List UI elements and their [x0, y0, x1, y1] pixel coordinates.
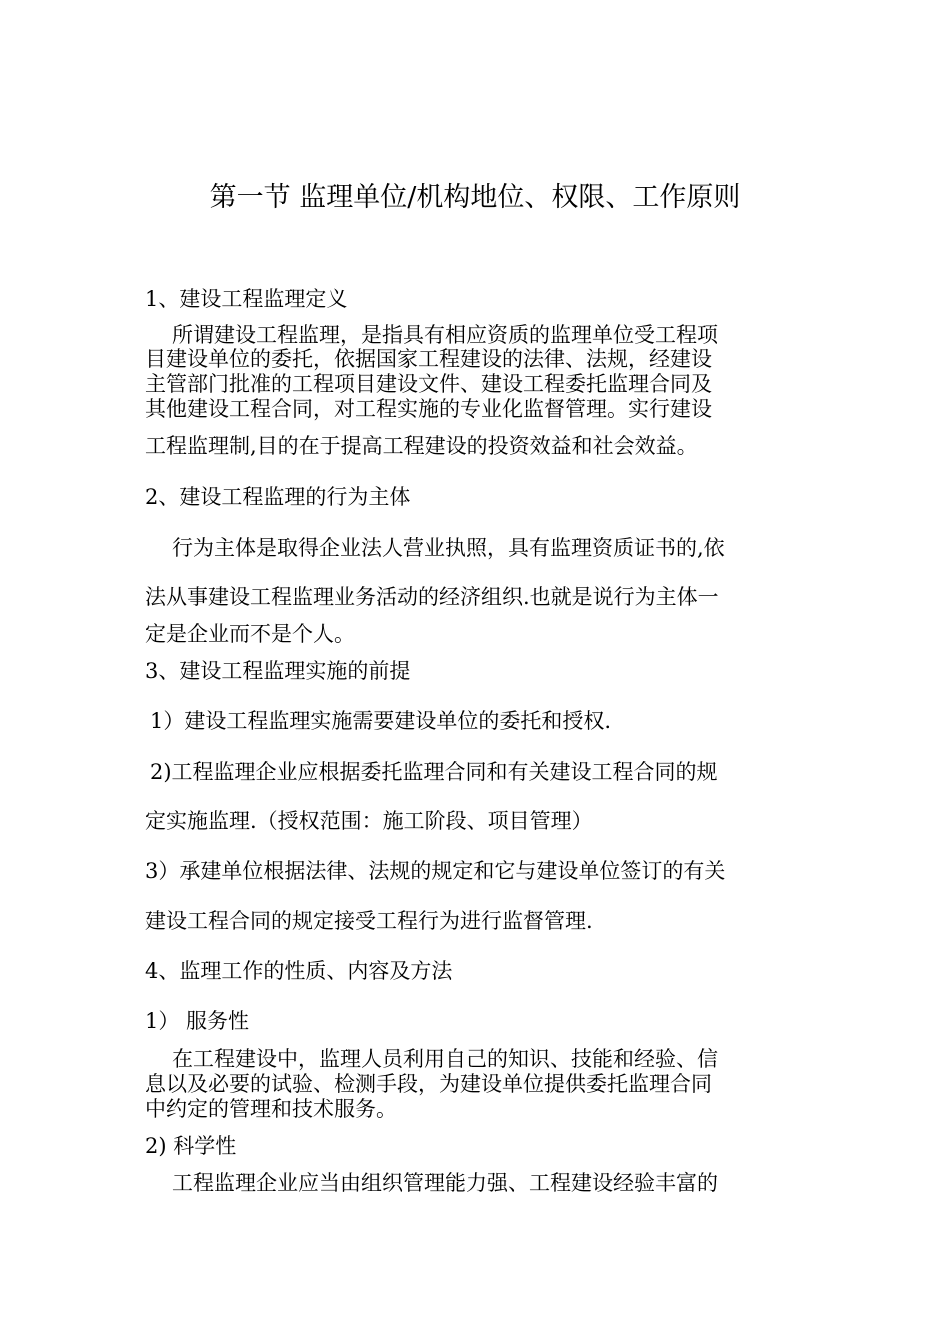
- paragraph-line: 目建设单位的委托，依据国家工程建设的法律、法规，经建设: [145, 347, 712, 371]
- paragraph-line: 其他建设工程合同，对工程实施的专业化监督管理。实行建设: [145, 397, 712, 421]
- section-heading-3: 3、建设工程监理实施的前提: [145, 659, 411, 683]
- paragraph-line: 法从事建设工程监理业务活动的经济组织.也就是说行为主体一: [145, 585, 719, 609]
- paragraph-line: 行为主体是取得企业法人营业执照，具有监理资质证书的,依: [172, 536, 725, 560]
- subheading-service: 1） 服务性: [145, 1009, 250, 1033]
- paragraph-line: 所谓建设工程监理，是指具有相应资质的监理单位受工程项: [172, 323, 718, 347]
- paragraph-line: 定是企业而不是个人。: [145, 622, 355, 646]
- paragraph-line: 工程监理制,目的在于提高工程建设的投资效益和社会效益。: [145, 434, 698, 458]
- paragraph-line: 建设工程合同的规定接受工程行为进行监督管理.: [145, 909, 593, 933]
- paragraph-line: 在工程建设中，监理人员利用自己的知识、技能和经验、信: [172, 1047, 718, 1071]
- paragraph-line: 工程监理企业应当由组织管理能力强、工程建设经验丰富的: [172, 1171, 718, 1195]
- section-heading-4: 4、监理工作的性质、内容及方法: [145, 959, 453, 983]
- paragraph-line: 中约定的管理和技术服务。: [145, 1097, 397, 1121]
- section-heading-2: 2、建设工程监理的行为主体: [145, 485, 411, 509]
- page-title: 第一节 监理单位/机构地位、权限、工作原则: [209, 182, 741, 213]
- list-item: 3）承建单位根据法律、法规的规定和它与建设单位签订的有关: [145, 859, 726, 883]
- list-item: 2)工程监理企业应根据委托监理合同和有关建设工程合同的规: [150, 760, 718, 784]
- list-item: 1）建设工程监理实施需要建设单位的委托和授权.: [150, 709, 612, 733]
- paragraph-line: 息以及必要的试验、检测手段，为建设单位提供委托监理合同: [145, 1072, 712, 1096]
- paragraph-line: 主管部门批准的工程项目建设文件、建设工程委托监理合同及: [145, 372, 712, 396]
- subheading-science: 2) 科学性: [145, 1134, 237, 1158]
- section-heading-1: 1、建设工程监理定义: [145, 287, 348, 311]
- paragraph-line: 定实施监理.（授权范围：施工阶段、项目管理）: [145, 809, 593, 833]
